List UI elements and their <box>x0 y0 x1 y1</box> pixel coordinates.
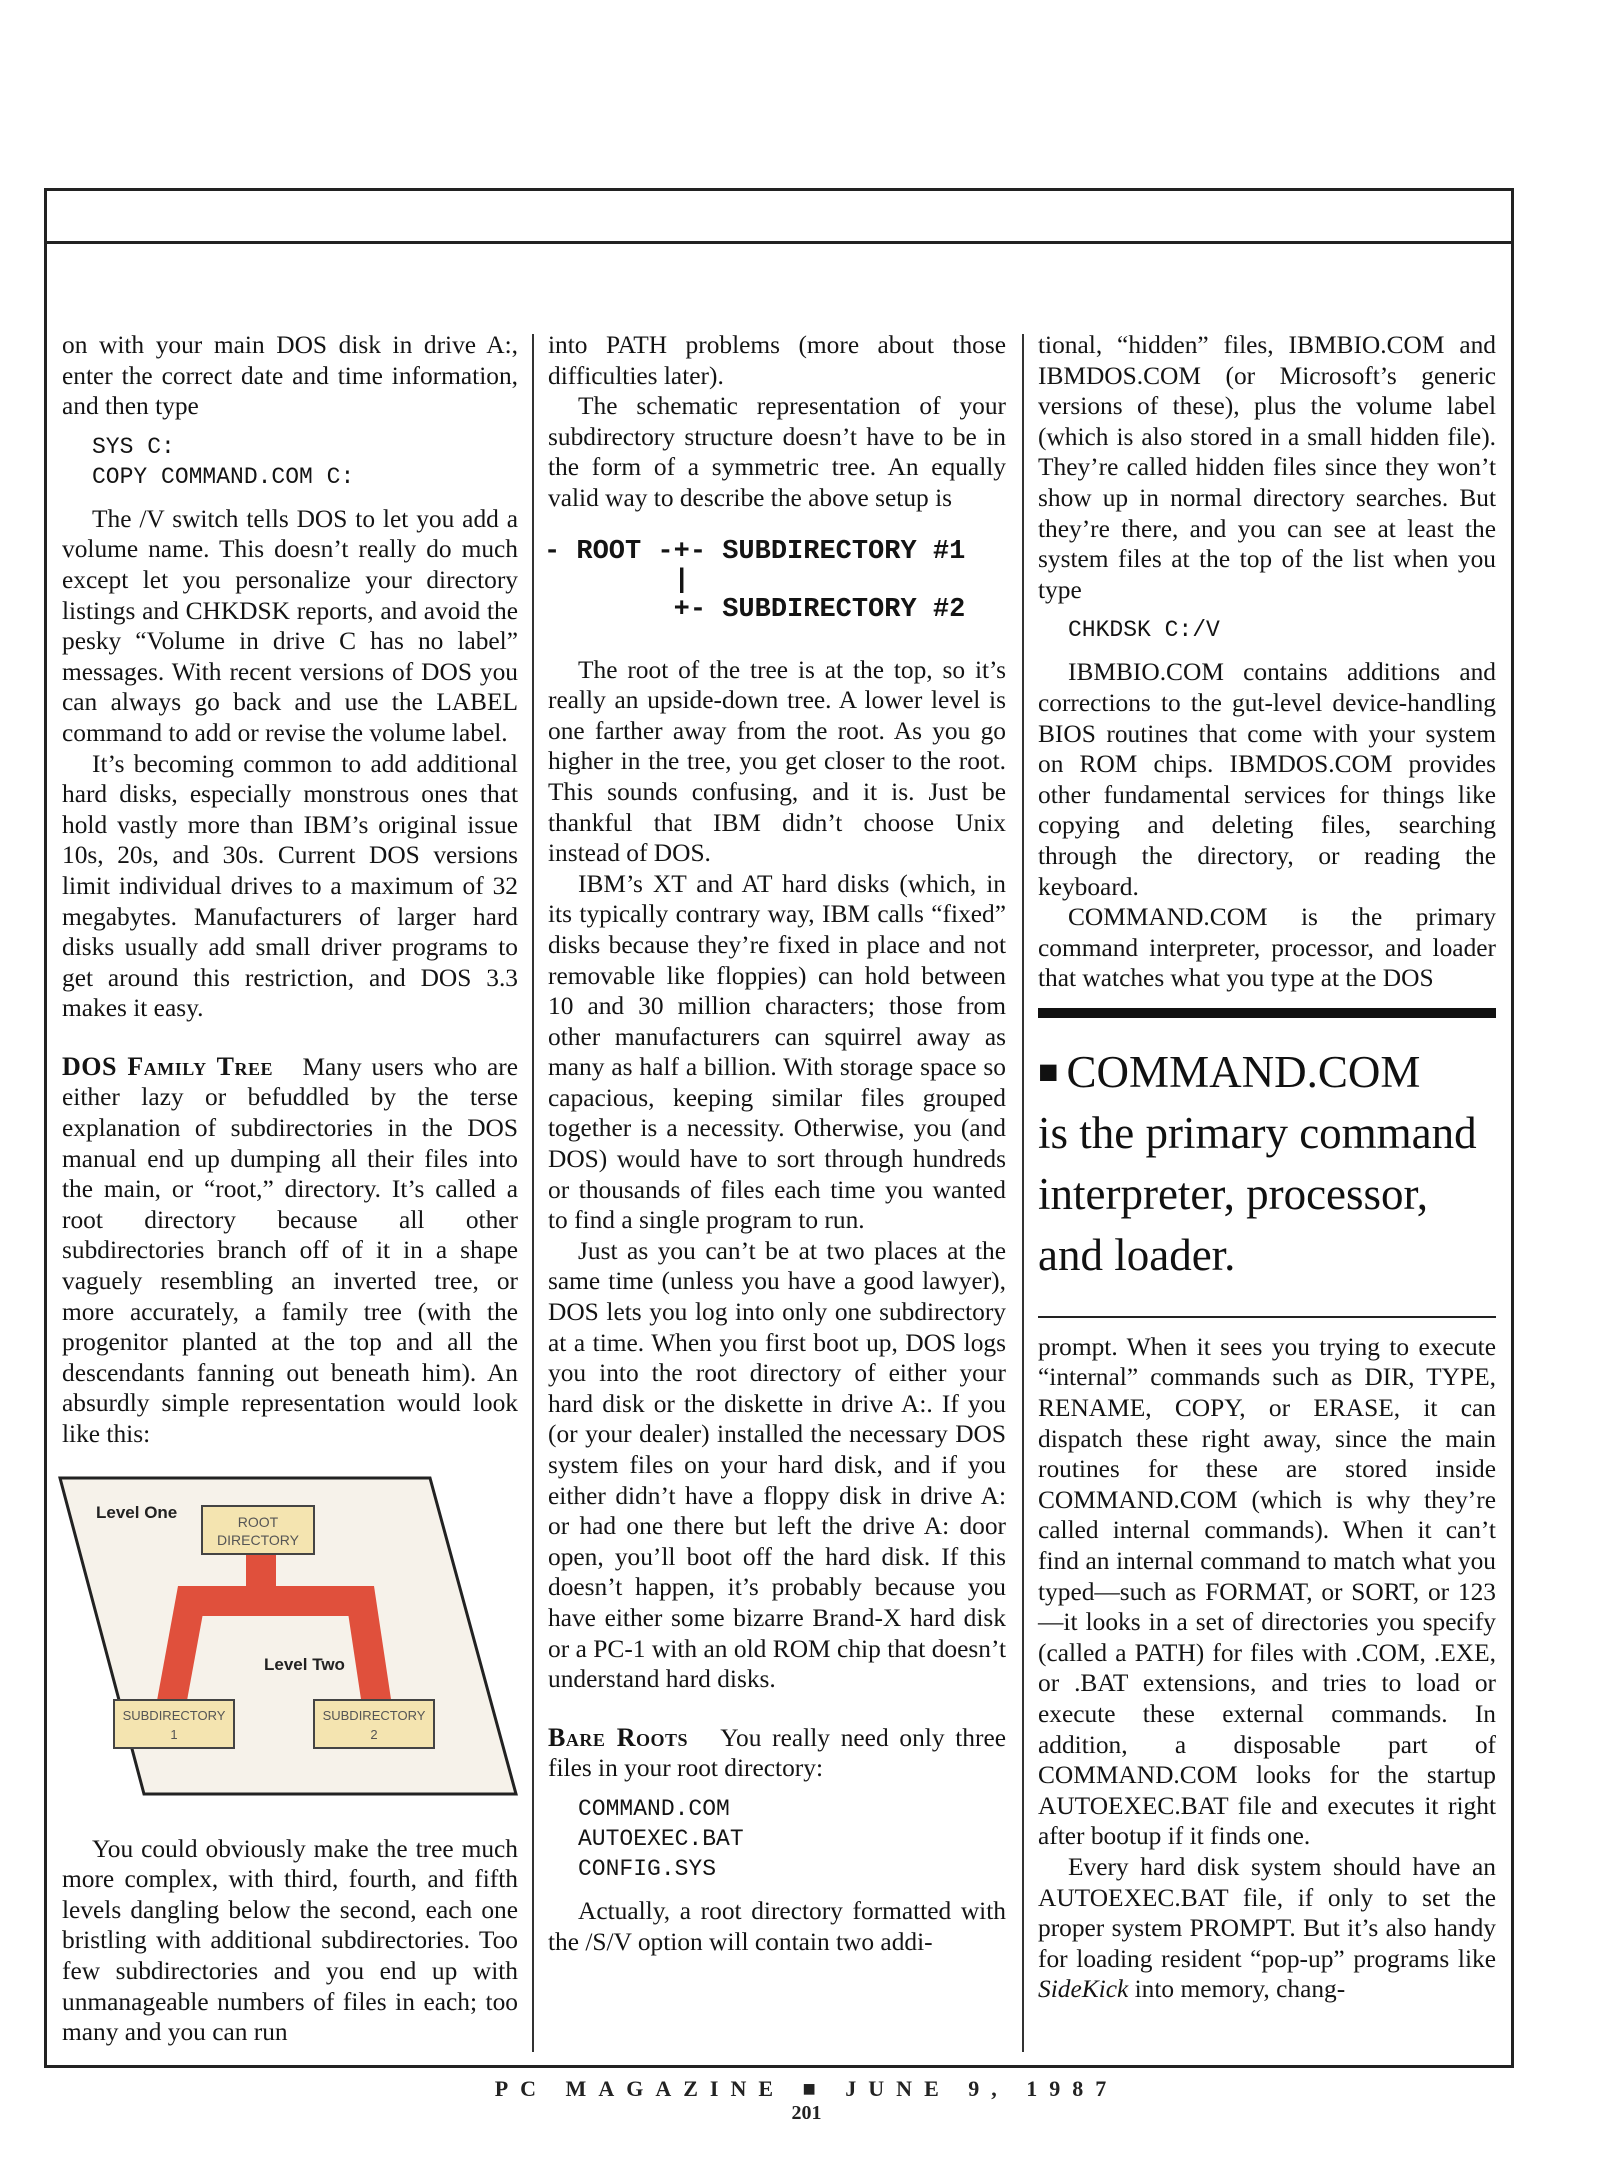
pull-quote-bottom-rule <box>1038 1316 1496 1318</box>
col2-paragraph-5: Just as you can’t be at two places at the same time (unless you have a good lawyer), DOS lets you log into only one subdirectory at a time. When you first boot up, DOS logs you into the root directory of either your hard disk or the diskette in drive A:. If you (or your dealer) installed the necessary DOS system files on your hard disk, and if you either didn’t have a floppy disk in drive A: or had one there but left the drive A: door open, you’ll boot off the hard disk. If this doesn’t happen, it’s probably because you have either some bizarre Brand-X hard disk or a PC-1 with an old ROM chip that doesn’t understand hard disks. <box>548 1236 1006 1694</box>
col2-tree-schematic: - ROOT -+- SUBDIRECTORY #1 | +- SUBDIRECTORY #2 <box>544 536 966 625</box>
diagram-level-one-label: Level One <box>96 1502 178 1522</box>
col1-section-dos-family-tree <box>62 1052 518 1450</box>
col3-paragraph-1: tional, “hidden” files, IBMBIO.COM and IBMDOS.COM (or Microsoft’s generic versions of these), plus the volume label (which is also stored in a small hidden file). They’re called hidden files since they won’t show up in normal directory searches. But they’re there, and you can see at least the system files at the top of the list when you type <box>1038 331 1496 604</box>
col1-paragraph-2: The /V switch tells DOS to let you add a volume name. This doesn’t really do much except let you personalize your directory listings and CHKDSK reports, and avoid the pesky “Volume in drive C has no label” messages. With recent versions of DOS you can always go back and use the LABEL command to add or revise the volume label. <box>62 504 518 747</box>
pull-quote-line-1-text: COMMAND.COM <box>1066 1046 1421 1097</box>
sidekick-program-name: SideKick <box>1038 1975 1129 2004</box>
column-2 <box>544 330 1006 1957</box>
col1-paragraph-3: It’s becoming common to add additional hard disks, especially monstrous ones that hold vastly more than IBM’s original issue 10s, 20s, and 30s. Current DOS versions limit individual drives to a maximum of 32 megabytes. Manufacturers of larger hard disks usually add small driver programs to get around this restriction, and DOS 3.3 makes it easy. <box>62 749 518 1023</box>
column-3 <box>1038 330 1496 2005</box>
directory-tree-diagram <box>58 1474 520 1814</box>
pull-quote-top-rule <box>1038 1008 1496 1018</box>
footer-magazine-line: PC MAGAZINE ■ JUNE 9, 1987 <box>494 2076 1119 2101</box>
col3-paragraph-3: COMMAND.COM is the primary command interpreter, processor, and loader that watches what you type at the DOS <box>1038 903 1496 993</box>
section-heading-bare-roots: Bare Roots <box>548 1722 689 1752</box>
col2-section-bare-roots <box>548 1723 1006 1784</box>
pull-quote-line-3: interpreter, processor, <box>1038 1168 1428 1219</box>
diagram-branch-crossbar <box>178 1586 374 1616</box>
diagram-root-label-line1: ROOT <box>237 1513 279 1530</box>
col2-paragraph-6: You really need only three files in your root directory: <box>548 1723 1006 1783</box>
col2-paragraph-1: into PATH problems (more about those difficulties later). <box>548 331 1006 390</box>
col1-paragraph-5: You could obviously make the tree much more complex, with third, fourth, and fifth levels dangling below the second, each one bristling with additional subdirectories. Too few subdirectories and you end up with unmanageable numbers of files in each; too many and you can run <box>62 1834 518 2047</box>
diagram-subdirectory-1-label: SUBDIRECTORY <box>122 1707 226 1723</box>
diagram-subdirectory-1-number: 1 <box>170 1726 178 1742</box>
pull-quote <box>1038 1042 1496 1286</box>
col2-paragraph-4: IBM’s XT and AT hard disks (which, in its typically contrary way, IBM calls “fixed” disks because they’re fixed in place and not removable like floppies) can hold between 10 and 30 million characters; those from other manufacturers can squirrel away as many as half a billion. With storage space so capacious, keeping similar files grouped together is a necessity. Otherwise, you (and DOS) would have to sort through hundreds or thousands of files each time you wanted to find a single program to run. <box>548 869 1006 1235</box>
col2-code-block: COMMAND.COM AUTOEXEC.BAT CONFIG.SYS <box>578 1795 744 1882</box>
pull-quote-line-2: is the primary command <box>1038 1107 1477 1158</box>
header-rule <box>44 241 1514 244</box>
pull-quote-line-4: and loader. <box>1038 1229 1236 1280</box>
col3-paragraph-2: IBMBIO.COM contains additions and corrections to the gut-level device-handling BIOS routines that come with your system on ROM chips. IBMDOS.COM provides other fundamental services for things like copying and deleting files, searching through the directory, or reading the keyboard. <box>1038 658 1496 901</box>
page-footer <box>0 2076 1613 2125</box>
column-rule-1 <box>532 334 534 2052</box>
diagram-level-two-label: Level Two <box>264 1654 345 1674</box>
col3-paragraph-5-start: Every hard disk system should have an AUTOEXEC.BAT file, if only to set the proper system PROMPT. But it’s also handy for loading resident “pop-up” programs like <box>1038 1852 1496 1973</box>
col3-paragraph-5 <box>1038 1852 1496 2005</box>
col3-paragraph-5-end: into memory, chang- <box>1128 1975 1346 2004</box>
column-rule-2 <box>1022 334 1024 2052</box>
section-heading-dos-family-tree: DOS Family Tree <box>62 1051 273 1081</box>
pull-quote-line-1 <box>1038 1042 1496 1103</box>
col1-code-block: SYS C: COPY COMMAND.COM C: <box>92 433 355 490</box>
diagram-subdirectory-2-label: SUBDIRECTORY <box>322 1707 426 1723</box>
col3-code-block: CHKDSK C:/V <box>1068 617 1220 644</box>
col1-paragraph-1: on with your main DOS disk in drive A:, enter the correct date and time information, and then type <box>62 331 518 421</box>
col2-paragraph-3: The root of the tree is at the top, so it’s really an upside-down tree. A lower level is one farther away from the root. As you go higher in the tree, you get closer to the root. This sounds confusing, and it is. Just be thankful that IBM didn’t choose Unix instead of DOS. <box>548 655 1006 868</box>
column-1 <box>62 330 518 2048</box>
col3-paragraph-4: prompt. When it sees you trying to execute “internal” commands such as DIR, TYPE, RENAME, COPY, or ERASE, it can dispatch these right away, since the main routines for these are stored inside COMMAND.COM (which is why they’re called internal commands). When it can’t find an internal command to match what you typed—such as FORMAT, or SORT, or 123—it looks in a set of directories you specify (called a PATH) for files with .COM, .EXE, or .BAT extensions, and tries to load or execute these external commands. In addition, a disposable part of COMMAND.COM looks for the startup AUTOEXEC.BAT file and executes it right after bootup if it finds one. <box>1038 1332 1496 1851</box>
pull-quote-bullet: ■ <box>1038 1053 1059 1091</box>
page-number: 201 <box>791 2102 822 2124</box>
diagram-root-label-line2: DIRECTORY <box>217 1531 299 1548</box>
col1-paragraph-4: Many users who are either lazy or befuddled by the terse explanation of subdirectories in the DOS manual end up dumping all their files into the main, or “root,” directory. It’s called a root directory because all other subdirectories branch off of it in a shape vaguely resembling an inverted tree, or more accurately, a family tree (with the progenitor planted at the top and all the descendants fanning out beneath him). An absurdly simple representation would look like this: <box>62 1052 519 1448</box>
col2-paragraph-7: Actually, a root directory formatted with the /S/V option will contain two addi- <box>548 1896 1006 1956</box>
col2-paragraph-2: The schematic representation of your subdirectory structure doesn’t have to be in the form of a symmetric tree. An equally valid way to describe the above setup is <box>548 392 1006 512</box>
diagram-subdirectory-2-number: 2 <box>370 1726 378 1742</box>
